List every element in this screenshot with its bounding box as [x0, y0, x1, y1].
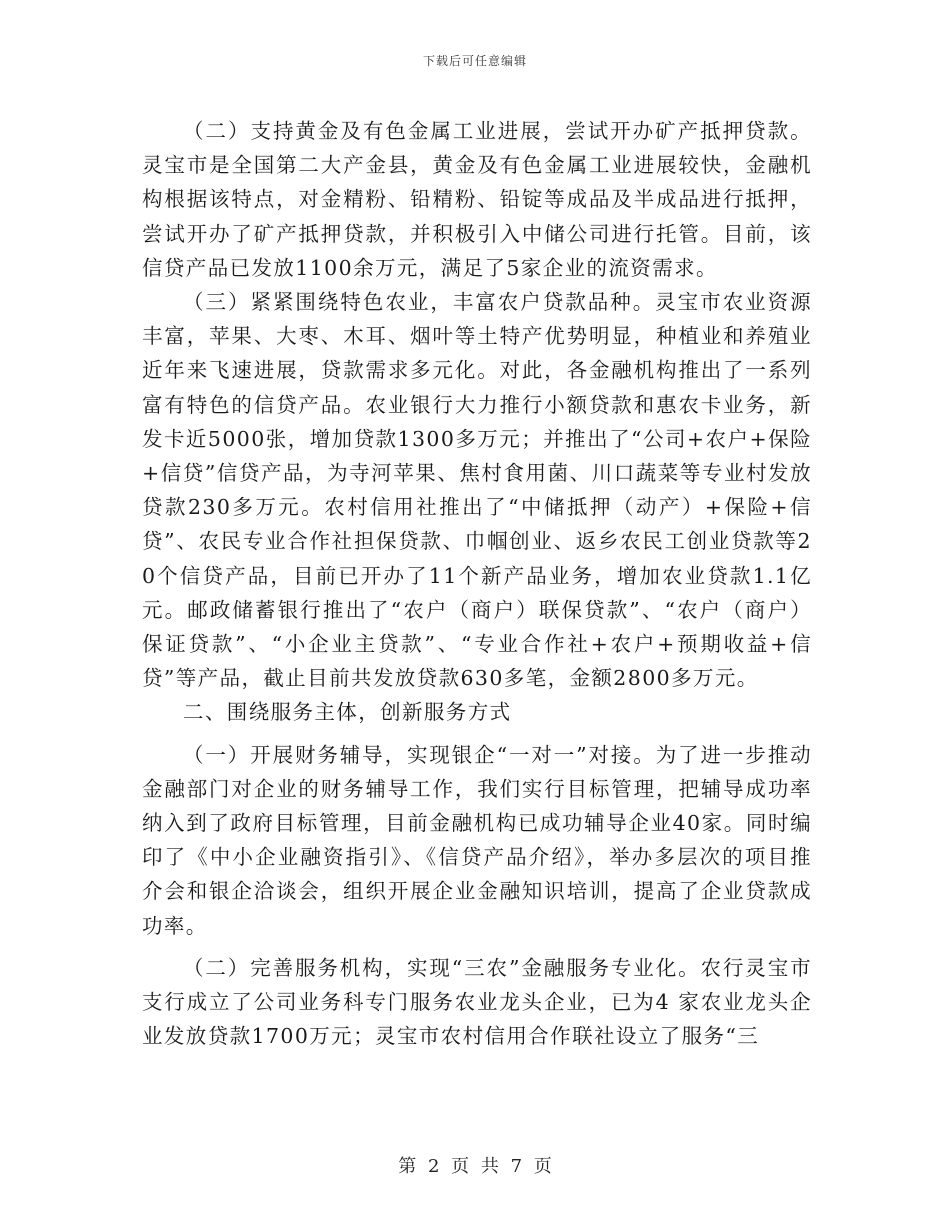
paragraph-gold-mining-loans: （二）支持黄金及有色金属工业进展，尝试开办矿产抵押贷款。灵宝市是全国第二大产金县，黄金及有色金属工业进展较快，金融机构根据该特点，对金精粉、铅精粉、铅锭等成品及半成品进行抵押，尝试开办了矿产抵押贷款，并积极引入中储公司进行托管。目前，该信贷产品已发放1100余万元，满足了5家企业的流资需求。 [142, 119, 812, 280]
document-body [142, 114, 812, 1053]
paragraph-agricultural-loans: （三）紧紧围绕特色农业，丰富农户贷款品种。灵宝市农业资源丰富，苹果、大枣、木耳、烟叶等土特产优势明显，种植业和养殖业近年来飞速进展，贷款需求多元化。对此，各金融机构推出了一系列富有特色的信贷产品。农业银行大力推行小额贷款和惠农卡业务，新发卡近5000张，增加贷款1300多万元；并推出了“公司+农户+保险+信贷”信贷产品，为寺河苹果、焦村食用菌、川口蔬菜等专业村发放贷款230多万元。农村信用社推出了“中储抵押（动产）+保险+信贷”、农民专业合作社担保贷款、巾帼创业、返乡农民工创业贷款等20个信贷产品，目前已开办了11个新产品业务，增加农业贷款1.1亿元。邮政储蓄银行推出了“农户（商户）联保贷款”、“农户（商户）保证贷款”、“小企业主贷款”、“专业合作社+农户+预期收益+信贷”等产品，截止目前共发放贷款630多笔，金额2800多万元。 [142, 290, 812, 691]
section-heading-service-innovation: 二、围绕服务主体，创新服务方式 [183, 700, 512, 725]
paragraph-service-institutions: （二）完善服务机构，实现“三农”金融服务专业化。农行灵宝市支行成立了公司业务科专门服务农业龙头企业，已为4 家农业龙头企业发放贷款1700万元；灵宝市农村信用合作联社设立了服务“三 [142, 955, 812, 1049]
paragraph-financial-guidance: （一）开展财务辅导，实现银企“一对一”对接。为了进一步推动金融部门对企业的财务辅导工作，我们实行目标管理，把辅导成功率纳入到了政府目标管理，目前金融机构已成功辅导企业40家。同时编印了《中小企业融资指引》、《信贷产品介绍》，举办多层次的项目推介会和银企洽谈会，组织开展企业金融知识培训，提高了企业贷款成功率。 [142, 742, 812, 938]
page-number-footer: 第 2 页 共 7 页 [398, 1156, 552, 1177]
page-header-note: 下载后可任意编辑 [422, 54, 527, 68]
